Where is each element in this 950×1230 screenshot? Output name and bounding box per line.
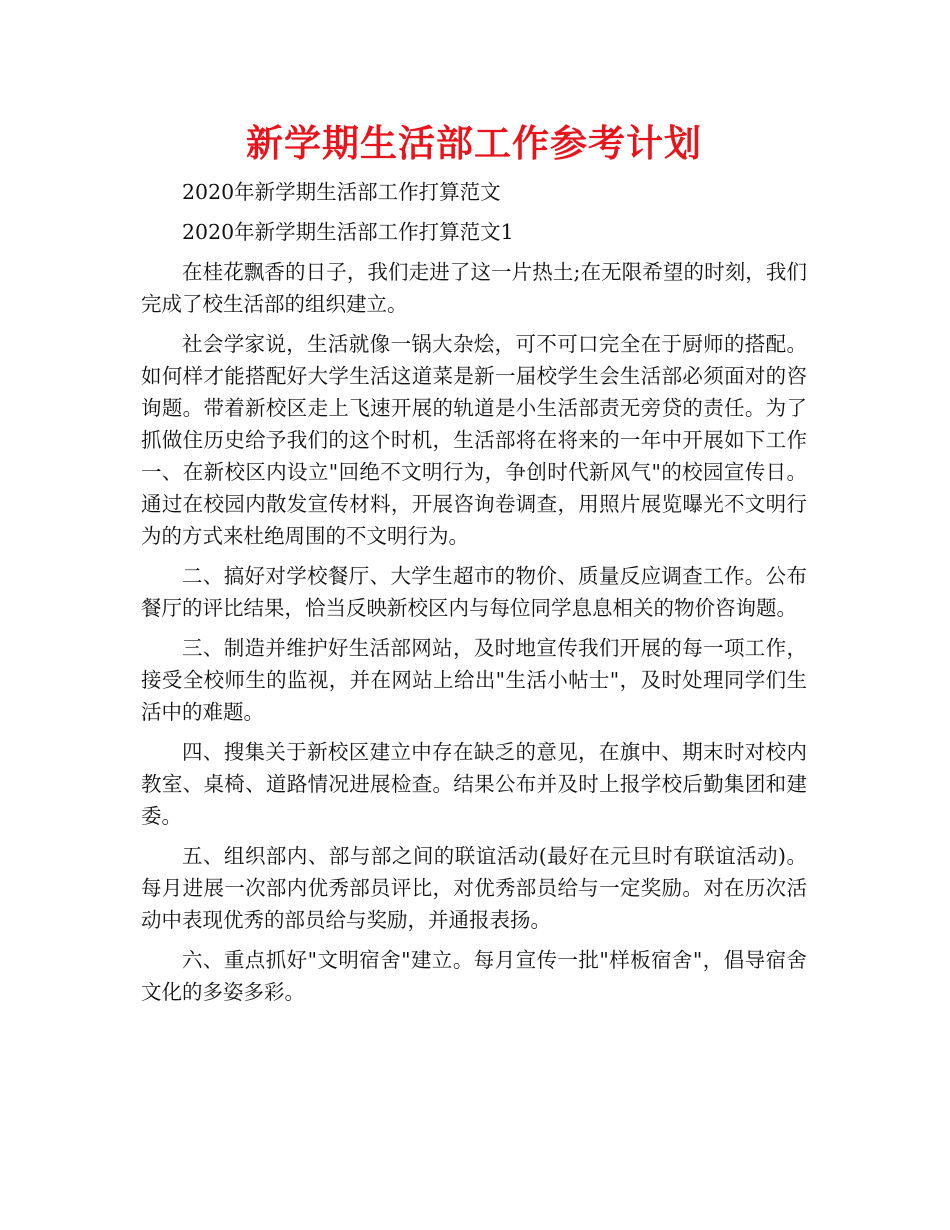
paragraph: 五、组织部内、部与部之间的联谊活动(最好在元旦时有联谊活动)。每月进展一次部内优秀部员评比，对优秀部员给与一定奖励。对在历次活动中表现优秀的部员给与奖励，并通报表扬。 bbox=[141, 844, 807, 932]
paragraph: 三、制造并维护好生活部网站，及时地宣传我们开展的每一项工作，接受全校师生的监视，并在网站上给出"生活小帖士"，及时处理同学们生活中的难题。 bbox=[141, 636, 807, 724]
paragraph: 六、重点抓好"文明宿舍"建立。每月宣传一批"样板宿舍"，倡导宿舍文化的多姿多彩。 bbox=[141, 948, 807, 1004]
document-section-heading: 2020年新学期生活部工作打算范文1 bbox=[182, 220, 514, 244]
document-subtitle: 2020年新学期生活部工作打算范文 bbox=[182, 180, 501, 204]
paragraph: 四、搜集关于新校区建立中存在缺乏的意见，在旗中、期末时对校内教室、桌椅、道路情况进展检查。结果公布并及时上报学校后勤集团和建委。 bbox=[141, 740, 807, 828]
paragraph: 社会学家说，生活就像一锅大杂烩，可不可口完全在于厨师的搭配。如何样才能搭配好大学生活这道菜是新一届校学生会生活部必须面对的咨询题。带着新校区走上飞速开展的轨道是小生活部责无旁贷的责任。为了抓做住历史给予我们的这个时机，生活部将在将来的一年中开展如下工作 一、在新校区内设立"回绝不文明行为，争创时代新风气"的校园宣传日。通过在校园内散发宣传材料，开展咨询卷调查，用照片展览曝光不文明行为的方式来杜绝周围的不文明行为。 bbox=[141, 332, 848, 548]
paragraph: 二、搞好对学校餐厅、大学生超市的物价、质量反应调查工作。公布餐厅的评比结果，恰当反映新校区内与每位同学息息相关的物价咨询题。 bbox=[141, 564, 807, 620]
paragraph: 在桂花飘香的日子，我们走进了这一片热土;在无限希望的时刻，我们完成了校生活部的组织建立。 bbox=[141, 260, 807, 316]
document-title: 新学期生活部工作参考计划 bbox=[246, 122, 702, 165]
